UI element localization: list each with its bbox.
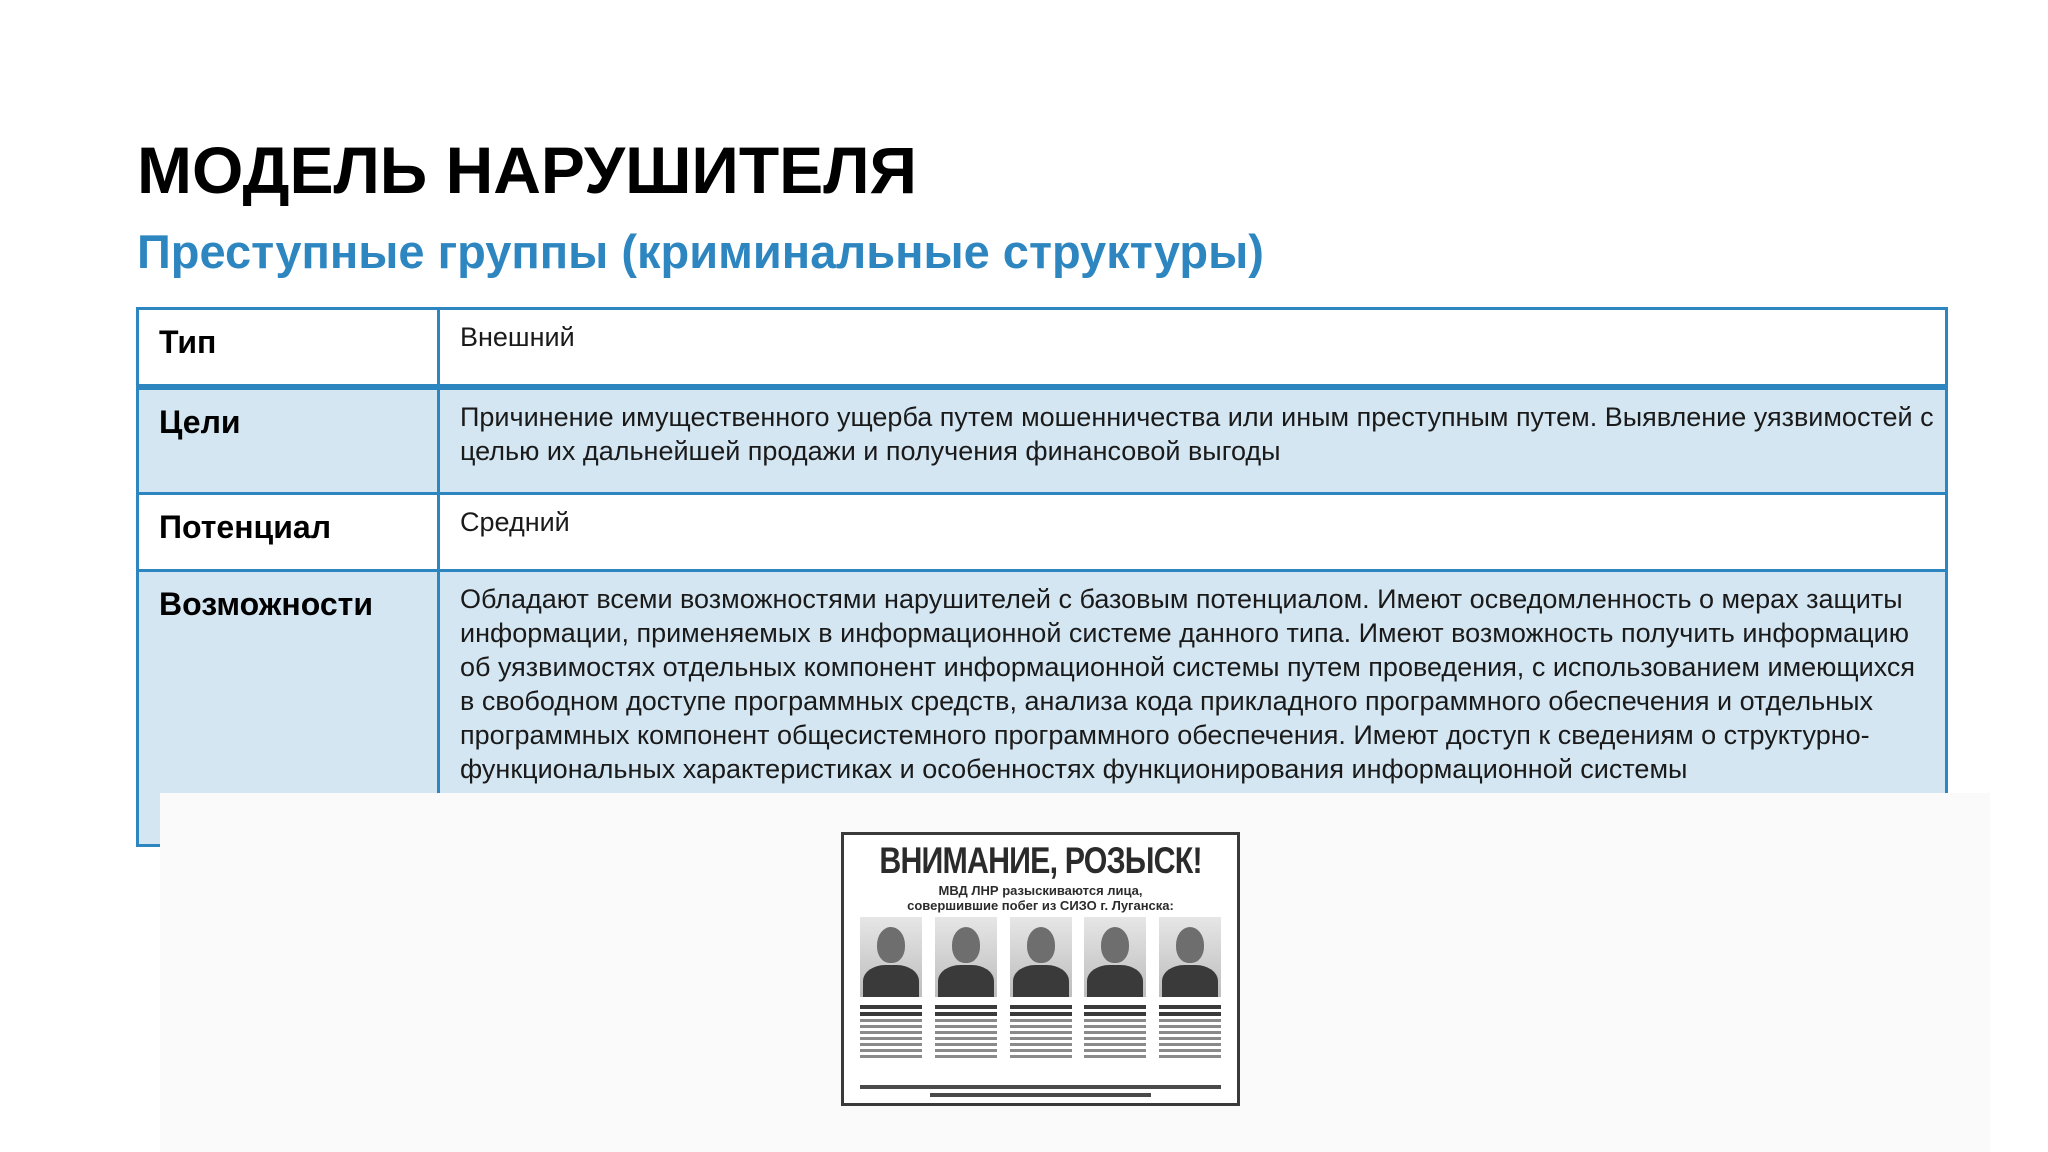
- mugshot-photo: [1084, 917, 1146, 997]
- row-value-potential: Средний: [439, 494, 1947, 571]
- table-row-goals: [138, 387, 1947, 494]
- table-row-type: [138, 309, 1947, 388]
- poster-headline: ВНИМАНИЕ, РОЗЫСК!: [879, 840, 1202, 881]
- wanted-poster-image: [841, 832, 1240, 1106]
- mugshot-photo: [1159, 917, 1221, 997]
- mugshot-photo: [860, 917, 922, 997]
- poster-mugshots: [860, 917, 1221, 997]
- row-key-potential: Потенциал: [138, 494, 439, 571]
- row-key-capabilities: Возможности: [138, 571, 439, 846]
- page-title: МОДЕЛЬ НАРУШИТЕЛЯ: [137, 133, 917, 207]
- poster-fine-print: [860, 1005, 1221, 1085]
- row-value-type: Внешний: [439, 309, 1947, 388]
- page-subtitle: Преступные группы (криминальные структуры): [137, 225, 1264, 278]
- table-row-potential: [138, 494, 1947, 571]
- row-value-goals: Причинение имущественного ущерба путем мошенничества или иным преступным путем. Выявление уязвимостей с целью их дальнейшей продажи и получения финансовой выгоды: [439, 387, 1947, 494]
- poster-subheadline: [844, 883, 1237, 913]
- poster-subheadline-line-1: МВД ЛНР разыскиваются лица,: [938, 883, 1143, 898]
- mugshot-photo: [935, 917, 997, 997]
- intruder-model-table: [136, 307, 1948, 847]
- row-value-capabilities: Обладают всеми возможностями нарушителей с базовым потенциалом. Имеют осведомленность о мерах защиты информации, применяемых в информационной системе данного типа. Имеют возможность получить информацию об уязвимостях отдельных компонент информационной системы путем проведения, с использованием имеющихся в свободном доступе программных средств, анализа кода прикладного программного обеспечения и отдельных программных компонент общесистемного программного обеспечения. Имеют доступ к сведениям о структурно-функциональных характеристиках и особенностях функционирования информационной системы: [439, 571, 1947, 846]
- mugshot-photo: [1010, 917, 1072, 997]
- row-key-type: Тип: [138, 309, 439, 388]
- poster-footer-lines: [860, 1085, 1221, 1097]
- poster-subheadline-line-2: совершившие побег из СИЗО г. Луганска:: [907, 898, 1174, 913]
- row-key-goals: Цели: [138, 387, 439, 494]
